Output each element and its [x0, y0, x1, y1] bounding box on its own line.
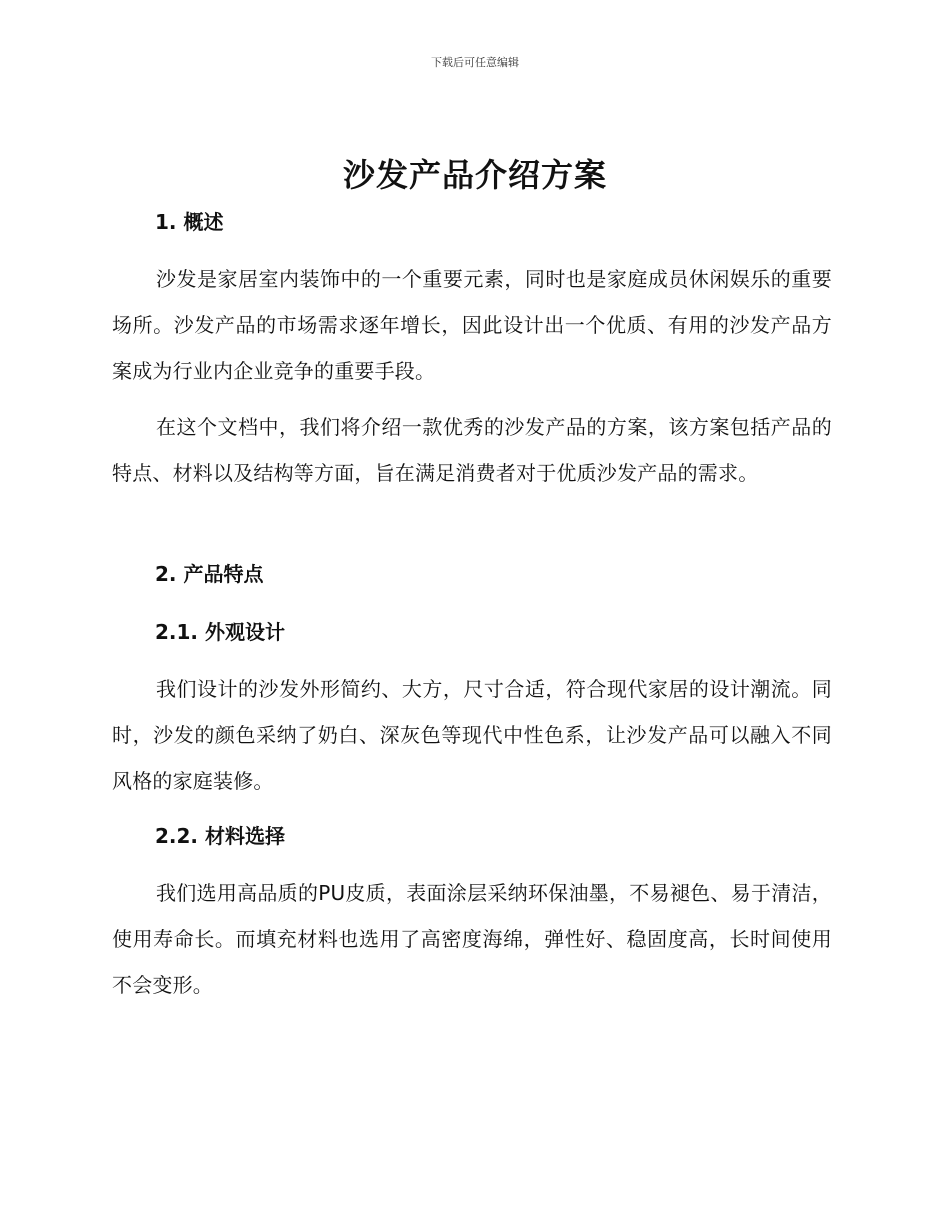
appearance-paragraph: 我们设计的沙发外形简约、大方，尺寸合适，符合现代家居的设计潮流。同时，沙发的颜色采纳了奶白、深灰色等现代中性色系，让沙发产品可以融入不同风格的家庭装修。 [112, 677, 832, 793]
materials-paragraph: 我们选用高品质的PU皮质，表面涂层采纳环保油墨，不易褪色、易于清洁，使用寿命长。而填充材料也选用了高密度海绵，弹性好、稳固度高，长时间使用不会变形。 [112, 881, 832, 997]
document-title: 沙发产品介绍方案 [342, 156, 607, 194]
page-header-note: 下载后可任意编辑 [431, 56, 519, 69]
overview-paragraph-1: 沙发是家居室内装饰中的一个重要元素，同时也是家庭成员休闲娱乐的重要场所。沙发产品的市场需求逐年增长，因此设计出一个优质、有用的沙发产品方案成为行业内企业竞争的重要手段。 [112, 267, 832, 383]
overview-paragraph-2: 在这个文档中，我们将介绍一款优秀的沙发产品的方案，该方案包括产品的特点、材料以及结构等方面，旨在满足消费者对于优质沙发产品的需求。 [112, 415, 832, 485]
subsection-heading-appearance: 2.1. 外观设计 [155, 620, 285, 644]
section-heading-product-features: 2. 产品特点 [155, 562, 264, 586]
section-heading-overview: 1. 概述 [155, 210, 224, 234]
subsection-heading-materials: 2.2. 材料选择 [155, 824, 285, 848]
